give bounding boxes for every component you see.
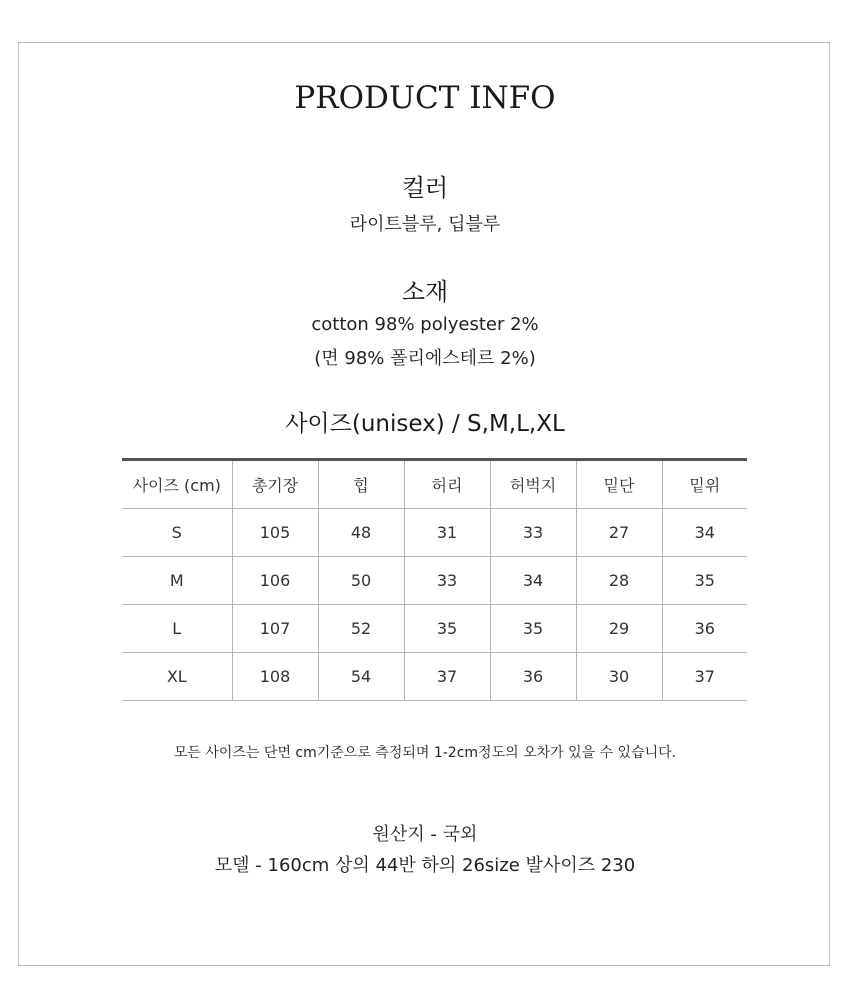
page-title: PRODUCT INFO: [294, 80, 556, 116]
table-cell: L: [122, 605, 232, 653]
color-value: 라이트블루, 딥블루: [349, 214, 501, 235]
table-cell: 54: [318, 653, 404, 701]
measurement-note: 모든 사이즈는 단면 cm기준으로 측정되며 1-2cm정도의 오차가 있을 수 있습니다.: [173, 745, 677, 761]
table-cell: 34: [662, 509, 747, 557]
table-cell: 105: [232, 509, 318, 557]
table-cell: 48: [318, 509, 404, 557]
header-waist: 허리: [404, 460, 490, 509]
origin-text: 원산지 - 국외: [372, 824, 478, 845]
table-cell: 108: [232, 653, 318, 701]
material-line-1: cotton 98% polyester 2%: [311, 314, 539, 335]
table-cell: 33: [404, 557, 490, 605]
table-row: [122, 557, 747, 605]
table-cell: 36: [490, 653, 576, 701]
size-table: [122, 458, 747, 701]
table-cell: 35: [662, 557, 747, 605]
table-cell: 35: [490, 605, 576, 653]
table-row: [122, 605, 747, 653]
header-hip: 힙: [318, 460, 404, 509]
table-cell: M: [122, 557, 232, 605]
table-cell: 30: [576, 653, 662, 701]
table-cell: 36: [662, 605, 747, 653]
header-total-length: 총기장: [232, 460, 318, 509]
table-cell: 29: [576, 605, 662, 653]
color-heading: 컬러: [401, 174, 449, 202]
size-heading: 사이즈(unisex) / S,M,L,XL: [285, 411, 565, 437]
table-header-row: [122, 460, 747, 509]
material-heading: 소재: [401, 278, 449, 306]
table-cell: 50: [318, 557, 404, 605]
table-cell: 52: [318, 605, 404, 653]
table-cell: 31: [404, 509, 490, 557]
table-cell: 107: [232, 605, 318, 653]
table-row: [122, 653, 747, 701]
header-rise: 밑위: [662, 460, 747, 509]
table-cell: XL: [122, 653, 232, 701]
table-cell: 27: [576, 509, 662, 557]
table-cell: 37: [662, 653, 747, 701]
header-thigh: 허벅지: [490, 460, 576, 509]
table-cell: 33: [490, 509, 576, 557]
table-cell: 28: [576, 557, 662, 605]
table-cell: 37: [404, 653, 490, 701]
table-row: [122, 509, 747, 557]
model-info-text: 모델 - 160cm 상의 44반 하의 26size 발사이즈 230: [214, 855, 636, 876]
table-cell: 35: [404, 605, 490, 653]
material-line-2: (면 98% 폴리에스테르 2%): [314, 348, 536, 369]
header-hem: 밑단: [576, 460, 662, 509]
header-size: 사이즈 (cm): [122, 460, 232, 509]
table-cell: 34: [490, 557, 576, 605]
table-cell: S: [122, 509, 232, 557]
table-cell: 106: [232, 557, 318, 605]
